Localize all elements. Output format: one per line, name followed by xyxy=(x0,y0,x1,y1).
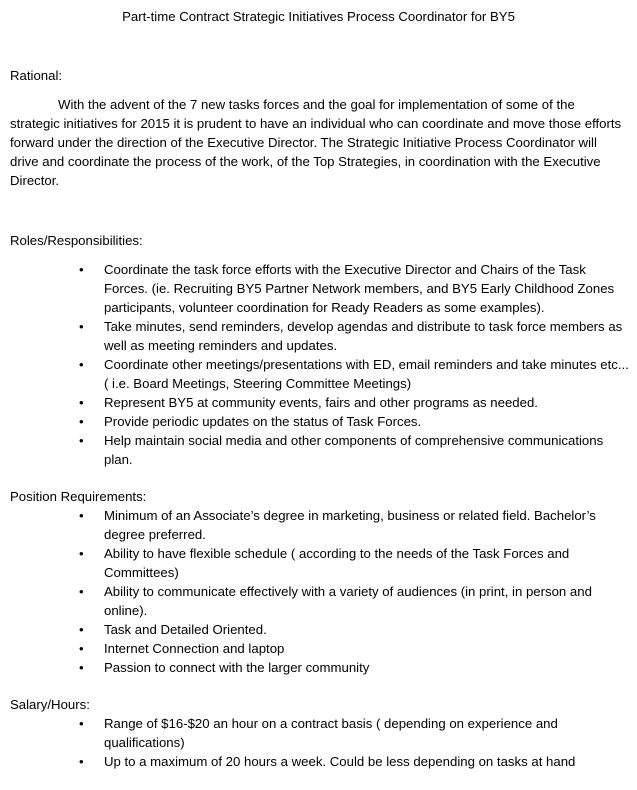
document-title: Part-time Contract Strategic Initiatives Process Coordinator for BY5 xyxy=(122,9,515,24)
rational-paragraph: With the advent of the 7 new tasks forces and the goal for implementation of some of the strategic initiatives for 2015 it is prudent to have an individual who can coordinate and move those efforts forward under the direction of the Executive Director. The Strategic Initiative Process Coordinator will drive and coordinate the process of the work, of the Top Strategies, in coordination with the Executive Director. xyxy=(10,97,622,188)
list-item: • Take minutes, send reminders, develop agendas and distribute to task force members as well as meeting reminders and updates. xyxy=(0,317,637,355)
list-item: • Help maintain social media and other components of comprehensive communications plan. xyxy=(0,431,637,469)
list-item: • Ability to have flexible schedule ( according to the needs of the Task Forces and Committees) xyxy=(0,544,637,582)
list-item: • Coordinate other meetings/presentations with ED, email reminders and take minutes etc... ( i.e. Board Meetings, Steering Committee Meetings) xyxy=(0,355,637,393)
requirements-heading: Position Requirements: xyxy=(10,489,147,504)
list-item: • Internet Connection and laptop xyxy=(0,639,637,658)
list-item: • Up to a maximum of 20 hours a week. Could be less depending on tasks at hand xyxy=(0,752,637,771)
list-item: • Represent BY5 at community events, fairs and other programs as needed. xyxy=(0,393,637,412)
rational-heading: Rational: xyxy=(10,68,63,83)
list-item: • Coordinate the task force efforts with the Executive Director and Chairs of the Task Forces. (ie. Recruiting BY5 Partner Network members, and BY5 Early Childhood Zones participants, volunteer coordination for Ready Readers as some examples). xyxy=(0,260,637,317)
salary-heading: Salary/Hours: xyxy=(10,697,90,712)
list-item: • Passion to connect with the larger community xyxy=(0,658,637,677)
list-item: • Range of $16-$20 an hour on a contract basis ( depending on experience and qualifications) xyxy=(0,714,637,752)
requirements-list xyxy=(0,506,637,677)
list-item: • Task and Detailed Oriented. xyxy=(0,620,637,639)
list-item: • Minimum of an Associate’s degree in marketing, business or related field. Bachelor’s degree preferred. xyxy=(0,506,637,544)
roles-list xyxy=(0,260,637,469)
list-item: • Provide periodic updates on the status of Task Forces. xyxy=(0,412,637,431)
list-item: • Ability to communicate effectively with a variety of audiences (in print, in person and online). xyxy=(0,582,637,620)
salary-list xyxy=(0,714,637,771)
roles-heading: Roles/Responsibilities: xyxy=(10,233,143,248)
